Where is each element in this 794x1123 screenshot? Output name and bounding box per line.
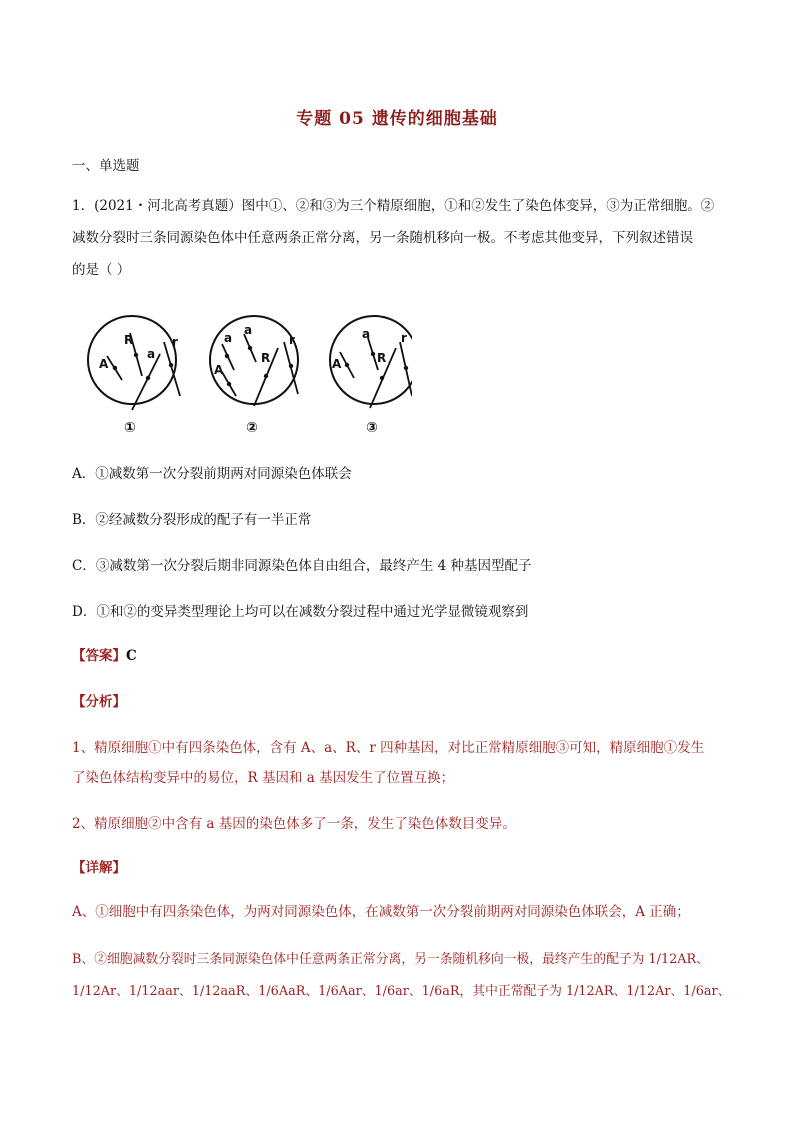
cell-1-label-a: a <box>147 347 156 361</box>
section-heading: 一、单选题 <box>72 158 140 174</box>
question-text-line-1: 1．(2021・河北高考真题）图中①、②和③为三个精原细胞，①和②发生了染色体变异，③为正常细胞。② <box>72 198 715 214</box>
answer-line <box>72 646 732 666</box>
cell-3 <box>330 316 412 436</box>
analysis-p2: 2、精原细胞②中含有 a 基因的染色体多了一条，发生了染色体数目变异。 <box>72 816 516 832</box>
answer-label: 【答案】 <box>72 648 126 664</box>
detail-b-line-2: 1/12Ar、1/12aar、1/12aaR、1/6AaR、1/6Aar、1/6ar、1/6aR，其中正常配子为 1/12AR、1/12Ar、1/6ar、 <box>72 984 731 999</box>
cell-3-label-a: a <box>362 327 371 341</box>
chromosome-figure <box>82 308 412 436</box>
cell-1-label-A: A <box>99 357 109 371</box>
cell-1-caption: ① <box>124 420 136 436</box>
page-title: 专题 05 遗传的细胞基础 <box>296 109 498 129</box>
cell-3-label-R: R <box>377 351 387 365</box>
cell-3-caption: ③ <box>366 420 378 436</box>
question-text-line-2: 减数分裂时三条同源染色体中任意两条正常分离，另一条随机移向一极。不考虑其他变异，下列叙述错误 <box>72 230 693 246</box>
question-text-line-3: 的是（ ） <box>72 262 131 278</box>
cell-3-label-A: A <box>332 357 342 371</box>
analysis-label: 【分析】 <box>72 694 126 710</box>
cell-2-label-r: r <box>289 333 295 347</box>
cell-2-caption: ② <box>246 420 258 436</box>
cell-2-label-A: A <box>214 363 224 377</box>
cell-2-label-a1: a <box>224 331 233 345</box>
analysis-p1-line-1: 1、精原细胞①中有四条染色体，含有 A、a、R、r 四种基因，对比正常精原细胞③可知，精原细胞①发生 <box>72 740 705 756</box>
option-b: B．②经减数分裂形成的配子有一半正常 <box>72 512 312 528</box>
option-d: D．①和②的变异类型理论上均可以在减数分裂过程中通过光学显微镜观察到 <box>72 604 529 620</box>
cell-2-label-a2: a <box>244 323 253 337</box>
cell-3-label-r: r <box>401 331 407 345</box>
detail-label: 【详解】 <box>72 860 126 876</box>
detail-a: A、①细胞中有四条染色体，为两对同源染色体，在减数第一次分裂前期两对同源染色体联会，A 正确； <box>72 904 690 920</box>
cell-1 <box>88 316 180 436</box>
analysis-p1-line-2: 了染色体结构变异中的易位，R 基因和 a 基因发生了位置互换； <box>72 770 455 786</box>
cell-1-label-r: r <box>172 335 178 349</box>
option-c: C．③减数第一次分裂后期非同源染色体自由组合，最终产生 4 种基因型配子 <box>72 558 532 574</box>
cell-1-label-R: R <box>124 333 134 347</box>
detail-b-line-1: B、②细胞减数分裂时三条同源染色体中任意两条正常分离，另一条随机移向一极，最终产生的配子为 1/12AR、 <box>72 952 709 967</box>
cell-2-label-R: R <box>261 351 271 365</box>
answer-value: C <box>126 648 137 664</box>
option-a: A．①减数第一次分裂前期两对同源染色体联会 <box>72 466 352 482</box>
cell-2 <box>210 316 298 436</box>
